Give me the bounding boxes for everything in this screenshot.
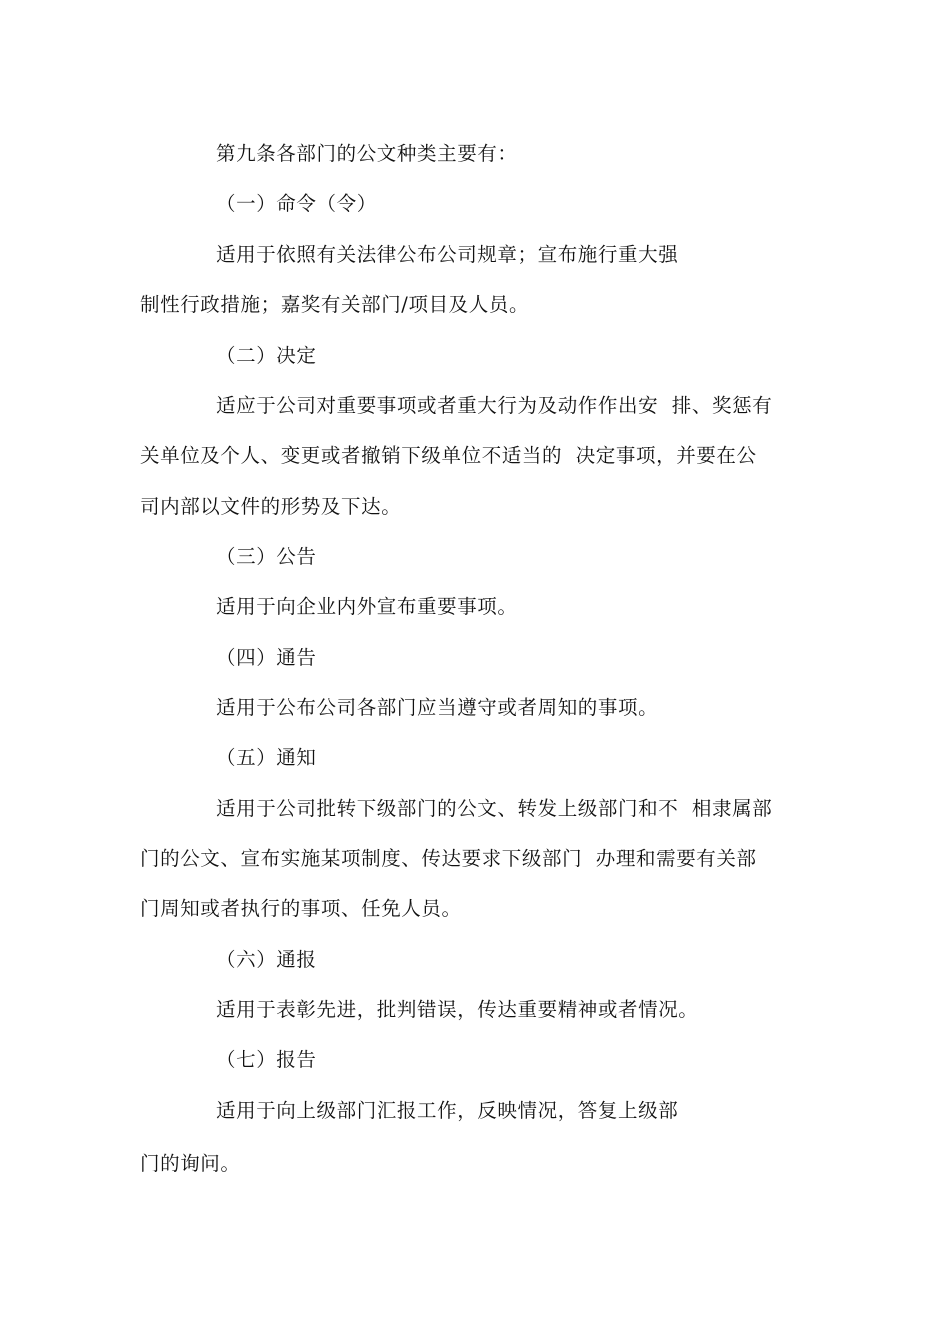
paragraph-line: 适用于向企业内外宣布重要事项。: [216, 595, 518, 618]
paragraph-line: 适应于公司对重要事项或者重大行为及动作作出安 排、奖惩有: [216, 394, 773, 417]
section-heading-2: （二）决定: [216, 344, 317, 367]
paragraph-line: 适用于表彰先进，批判错误，传达重要精神或者情况。: [216, 998, 699, 1021]
section-heading-5: （五）通知: [216, 746, 317, 769]
paragraph-line: 适用于依照有关法律公布公司规章；宣布施行重大强: [216, 243, 679, 266]
paragraph-line: 适用于公司批转下级部门的公文、转发上级部门和不 相隶属部: [216, 797, 773, 820]
section-heading-7: （七）报告: [216, 1048, 317, 1071]
article-heading: 第九条各部门的公文种类主要有：: [216, 142, 518, 165]
paragraph-line: 司内部以文件的形势及下达。: [140, 495, 402, 518]
paragraph-line: 适用于公布公司各部门应当遵守或者周知的事项。: [216, 696, 659, 719]
paragraph-line: 门的公文、宣布实施某项制度、传达要求下级部门 办理和需要有关部: [140, 847, 757, 870]
paragraph-line: 关单位及个人、变更或者撤销下级单位不适当的 决定事项，并要在公: [140, 444, 757, 467]
paragraph-line: 适用于向上级部门汇报工作，反映情况，答复上级部: [216, 1099, 679, 1122]
paragraph-line: 门的询问。: [140, 1152, 241, 1175]
section-heading-6: （六）通报: [216, 948, 317, 971]
paragraph-line: 制性行政措施；嘉奖有关部门/项目及人员。: [140, 293, 530, 316]
paragraph-line: 门周知或者执行的事项、任免人员。: [140, 897, 462, 920]
section-heading-4: （四）通告: [216, 646, 317, 669]
section-heading-1: （一）命令（令）: [216, 192, 377, 215]
section-heading-3: （三）公告: [216, 545, 317, 568]
